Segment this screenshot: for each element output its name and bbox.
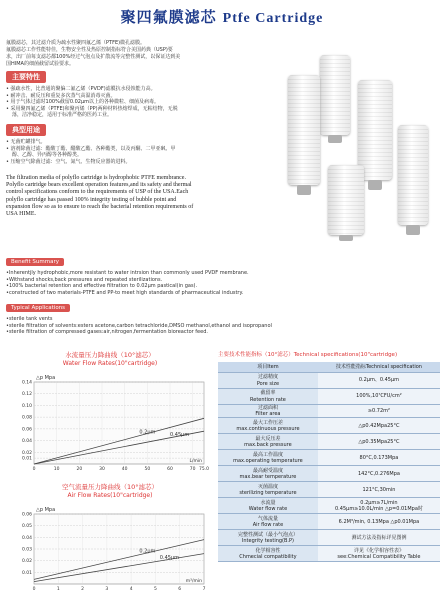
spec-item-cell <box>218 434 318 450</box>
title-cn: 聚四氟膜滤芯 <box>120 8 217 26</box>
features-cn-item: • 强疏水性，比普通的聚偏二氟乙烯（PVDF)滤膜抗水侵蚀能力高。 <box>6 86 156 92</box>
spec-value: 121°C,30min <box>362 486 396 493</box>
x-tick-label: 30 <box>99 467 105 472</box>
cartridge-cap <box>339 235 353 241</box>
spec-item-cn: 水流量 <box>260 499 276 506</box>
applications-cn-item: 醇、乙醇、异丙醇等各种醇类。 <box>12 152 83 159</box>
spec-row <box>218 482 440 498</box>
x-tick-label: 70 <box>189 467 196 472</box>
y-tick-label: 0.01 <box>21 570 32 576</box>
spec-item-en: Filter area <box>255 411 281 418</box>
x-tick-label: 1 <box>56 587 60 592</box>
spec-value-secondary: see:Chemical Compatibility Table <box>337 553 421 560</box>
spec-item-en: max.operating temperature <box>233 457 303 464</box>
spec-row <box>218 514 440 530</box>
intro-cn-line: 求，出厂前每支滤芯都100%经过气泡点及扩散流等完整性测试，以保证达到美 <box>6 54 181 60</box>
features-cn-heading: 主要特性 <box>6 71 46 83</box>
features-cn-item: • 耐冲击、耐反压和重复多次蒸气高温消毒灭菌。 <box>6 92 116 99</box>
x-tick-label: 2 <box>81 587 85 592</box>
chart1-subtitle: Water Flow Rates(10"cartridge) <box>62 360 158 367</box>
x-axis-label: L/min <box>189 459 202 464</box>
spec-item-en: Retention rate <box>250 396 286 403</box>
intro-en-line: expansion flow so as to ensure to reach the bacterial retention requirements of <box>6 203 194 210</box>
features-cn-item: • 用于气体过滤时100%截留0.02μm以上的各种微粒、细菌及病毒。 <box>6 99 160 106</box>
spec-value: 80°C,0.173Mpa <box>359 454 399 461</box>
cartridge-cap <box>406 225 420 235</box>
spec-item-cn: 过滤面积 <box>257 405 278 411</box>
y-tick-label: 0.04 <box>21 535 32 541</box>
y-tick-label: 0.06 <box>21 512 32 518</box>
y-tick-label: 0.01 <box>21 456 32 462</box>
x-tick-label: 3 <box>105 587 109 592</box>
y-tick-label: 0.08 <box>21 415 32 421</box>
y-tick-label: 0.04 <box>21 439 32 445</box>
spec-row <box>218 405 440 418</box>
spec-item-cell <box>218 418 318 434</box>
spec-item-en: sterilizing temperature <box>239 489 297 496</box>
benefits-item: •100% bacterial retention and effective filtration to 0.02μm pastical(in gas). <box>6 283 198 290</box>
spec-item-en: Air flow rate <box>252 521 284 528</box>
spec-item-cn: 气体流量 <box>257 515 278 522</box>
y-axis-label: △p Mpa <box>36 507 56 513</box>
spec-col-spec: 技术性能指标Technical specification <box>318 362 440 373</box>
intro-cn-line: 氟膜滤芯，其过滤介质为疏水性聚四氟乙烯（PTFE)微孔滤膜。 <box>6 40 146 46</box>
benefits-item: •constructed of two materials-PTFE and PP-to meet high standards of pharmaceutical industry. <box>6 289 244 296</box>
chart2-subtitle: Air Flow Rates(10"cartridge) <box>67 492 153 499</box>
benefits-heading: Benefit Summary <box>6 258 64 266</box>
spec-row <box>218 466 440 482</box>
spec-item-cn: 最大反压差 <box>255 435 281 442</box>
spec-item-cell <box>218 373 318 389</box>
spec-item-cell <box>218 514 318 530</box>
intro-en-line: USA HIME. <box>6 211 37 218</box>
spec-item-en: max.continuous pressure <box>236 425 300 432</box>
spec-value-cell <box>318 434 440 450</box>
cartridge-illustration <box>398 125 428 225</box>
x-tick-label: 7 <box>202 587 206 592</box>
spec-value-cell <box>318 482 440 498</box>
spec-row <box>218 546 440 562</box>
cartridge-cap <box>328 135 342 143</box>
spec-value-cell <box>318 546 440 562</box>
spec-item-cn: 完整性测试（最小气泡点） <box>237 531 298 538</box>
spec-table <box>218 362 440 562</box>
applications-cn-item: • 溶剂除菌过滤：酯酸丁酯、醋酸乙酯、各种酯类，以及丙酮、二甲亚砜、甲 <box>6 145 176 152</box>
features-cn-list <box>6 86 178 119</box>
spec-value: 6.2M³/min, 0.13Mpa △p0.01Mpa <box>338 518 420 525</box>
spec-value: 详见《化学相容性表》 <box>353 547 404 554</box>
spec-value: 测试方法及指标详见图例 <box>351 534 407 541</box>
cartridge-cap <box>368 180 382 190</box>
spec-item-cell <box>218 482 318 498</box>
spec-value-cell <box>318 530 440 546</box>
x-tick-label: 75.0 <box>198 467 210 472</box>
intro-en <box>6 175 268 218</box>
x-tick-label: 5 <box>153 587 157 592</box>
applications-cn-item: • 压缩空气除菌过滤：空气、氮气、生物反应器的进料。 <box>6 158 131 165</box>
applications-cn-item: • 无菌贮罐排气。 <box>6 139 46 145</box>
applications-cn-heading: 典型用途 <box>6 124 46 136</box>
spec-row <box>218 418 440 434</box>
y-tick-label: 0.10 <box>21 403 32 409</box>
series-label: 0.2μm <box>139 548 156 555</box>
y-tick-label: 0.05 <box>21 524 32 530</box>
spec-value: 142°C,0.276Mpa <box>357 470 400 477</box>
water-flow-chart <box>8 372 214 476</box>
spec-item-cell <box>218 530 318 546</box>
air-flow-chart <box>8 504 214 596</box>
page-title <box>0 6 444 27</box>
spec-item-cell <box>218 546 318 562</box>
spec-value-cell <box>318 450 440 466</box>
features-cn-item: 落，洁净稳定，适用于标准严格的医药工业。 <box>12 112 113 119</box>
y-axis-label: △p Mpa <box>36 375 56 381</box>
spec-row <box>218 530 440 546</box>
spec-value-cell <box>318 405 440 418</box>
intro-en-line: Polyflo cartridge bears excellent operation features,and its safety and thermal <box>6 182 192 189</box>
cartridge-cap <box>297 185 311 195</box>
x-axis-label: m³/min <box>185 579 202 584</box>
spec-row <box>218 498 440 514</box>
intro-en-line: polyflo cartridge has passed 100% integrity testing of bubble point and <box>6 196 177 203</box>
y-tick-label: 0.14 <box>21 380 32 386</box>
spec-value-secondary: 0.45μm≥10.0L/min △p=0.01Mpa时 <box>335 505 423 512</box>
spec-heading: 主要技术性能指标（10°滤芯）Technical specifications(10"cartridge) <box>218 352 398 358</box>
spec-value: △p0.35Mpa25°C <box>358 438 400 445</box>
chart2-title: 空气流量压力降曲线（10°滤芯） <box>61 483 159 491</box>
spec-value-cell <box>318 498 440 514</box>
spec-item-cell <box>218 498 318 514</box>
y-tick-label: 0.06 <box>21 427 32 433</box>
spec-value: △p0.42Mpa25°C <box>358 422 400 429</box>
spec-header-row <box>218 362 440 373</box>
intro-en-line: control specifications conform to the requirements of USP of the USA.Each <box>6 189 189 196</box>
benefits-item: •Withstand shocks,back pressures and repeated sterilizations. <box>6 276 163 283</box>
spec-item-cell <box>218 466 318 482</box>
spec-value-cell <box>318 418 440 434</box>
spec-row <box>218 434 440 450</box>
benefits-list <box>6 270 249 296</box>
spec-col-item: 项目Item <box>218 362 318 373</box>
typical-applications-item: •sterile tank vents <box>6 316 53 322</box>
x-tick-label: 10 <box>53 467 60 472</box>
x-tick-label: 60 <box>167 467 173 472</box>
series-label: 0.45μm <box>170 431 190 438</box>
x-tick-label: 4 <box>129 587 133 592</box>
plot-area <box>34 382 204 464</box>
spec-value: ≥0.72m² <box>367 408 391 415</box>
spec-item-cn: 灭菌温度 <box>257 483 278 490</box>
x-tick-label: 50 <box>144 467 151 472</box>
x-tick-label: 20 <box>76 467 83 472</box>
spec-item-en: max.back pressure <box>244 441 292 448</box>
series-label: 0.45μm <box>159 554 179 561</box>
spec-row <box>218 450 440 466</box>
benefits-item: •Inherentjly hydrophobic,more resistant to water intrsion than commonly used PVDF membrane. <box>6 270 249 276</box>
spec-row <box>218 373 440 389</box>
cartridge-illustration <box>320 55 350 135</box>
spec-value: 0.2μm、0.45μm <box>358 377 400 384</box>
cartridge-illustration <box>328 165 364 235</box>
x-tick-label: 6 <box>178 587 182 592</box>
spec-item-en: Water flow rate <box>248 505 288 512</box>
typical-applications-list <box>6 316 272 336</box>
typical-applications-item: •sterile filtration of compressed gases:air,nitrogen,fermentation bioreactor feed. <box>6 329 208 336</box>
product-image <box>268 55 440 243</box>
x-tick-label: 40 <box>121 467 128 472</box>
spec-value-cell <box>318 389 440 405</box>
spec-item-en: max.bear temperature <box>239 473 297 480</box>
features-cn-item: • 采用聚四氟乙烯（PTFE)和聚丙烯（PP)两种材料热熔焊成，无粘结物，无脱 <box>6 105 178 112</box>
spec-item-cn: 最大工作压差 <box>252 419 283 426</box>
spec-item-cn: 最高耐受温度 <box>252 467 283 474</box>
intro-cn-line: 国HIMA的细菌截留试验要求。 <box>6 61 74 67</box>
chart1-title: 水流量压力降曲线（10°滤芯） <box>65 351 155 359</box>
applications-cn-list <box>6 139 176 165</box>
title-en: Ptfe Cartridge <box>222 11 324 26</box>
typical-applications-heading: Typical Applications <box>6 304 70 312</box>
intro-cn <box>6 40 276 68</box>
typical-applications-item: •sterile filtration of solvents:esters acetone,carbon tetrachloride,DMSO methanol,ethanol and isopropanol <box>6 322 272 329</box>
y-tick-label: 0.03 <box>21 547 32 553</box>
spec-item-cn: 截留率 <box>260 390 276 397</box>
cartridge-illustration <box>358 80 392 180</box>
spec-item-en: Integrity testing(B.P) <box>241 537 294 544</box>
y-tick-label: 0.12 <box>21 392 32 398</box>
y-tick-label: 0.02 <box>21 559 32 565</box>
x-tick-label: 0 <box>32 467 36 472</box>
series-label: 0.2μm <box>139 429 156 436</box>
y-tick-label: 0.02 <box>21 450 32 456</box>
cartridge-illustration <box>288 75 320 185</box>
spec-item-cell <box>218 450 318 466</box>
spec-row <box>218 389 440 405</box>
intro-en-line: The filtration media of polyflo cartridge is hydrophobic PTFE membrance. <box>6 175 186 181</box>
spec-item-cn: 过滤精度 <box>257 374 278 381</box>
spec-item-en: Chmecial compatibility <box>239 553 297 560</box>
spec-value-cell <box>318 466 440 482</box>
intro-cn-line: 氟膜滤芯工作性能特佳，生物安全性及热原控制指标符合美国药典（USP)要 <box>6 47 173 53</box>
spec-value: 100%,10⁷CFU/cm² <box>356 393 402 400</box>
spec-item-cn: 化学相容性 <box>255 547 281 554</box>
x-tick-label: 0 <box>32 587 36 592</box>
spec-item-cell <box>218 405 318 418</box>
spec-value: 0.2μm≥7L/min <box>360 499 398 506</box>
spec-item-en: Pore size <box>256 380 280 387</box>
spec-item-cn: 最高工作温度 <box>252 451 283 458</box>
spec-item-cell <box>218 389 318 405</box>
spec-value-cell <box>318 373 440 389</box>
spec-value-cell <box>318 514 440 530</box>
